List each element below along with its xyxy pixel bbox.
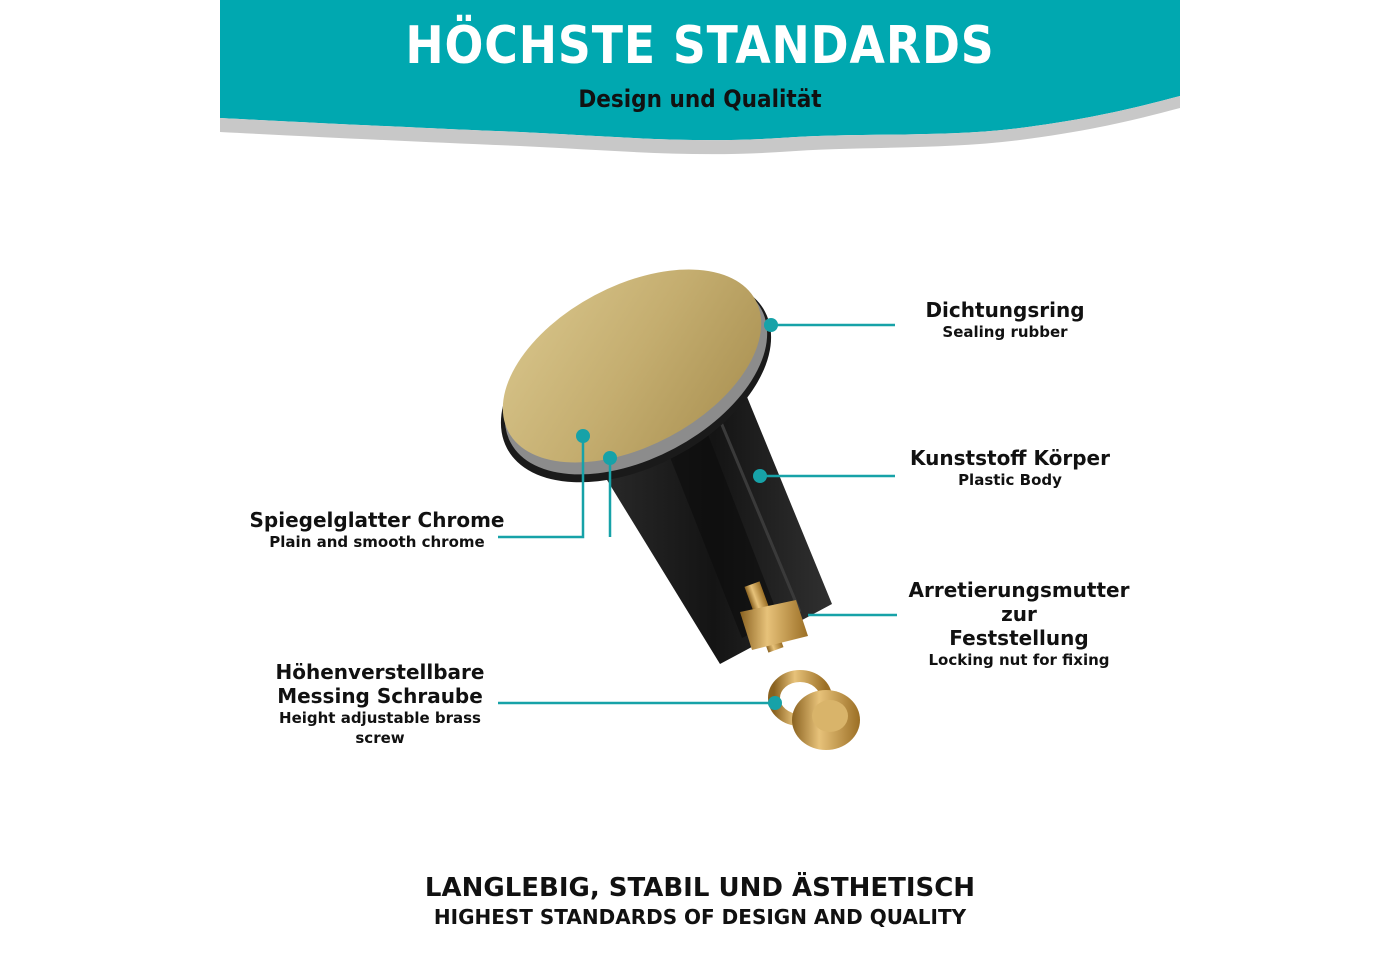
- footer-tagline: [300, 872, 1100, 930]
- callout-sealing-de: Dichtungsring: [925, 298, 1085, 322]
- callout-body-en: Plastic Body: [958, 471, 1062, 489]
- callout-screw-de-line1: Höhenverstellbare: [275, 660, 485, 684]
- callout-smooth-chrome: [246, 508, 508, 552]
- footer-line-2: HIGHEST STANDARDS OF DESIGN AND QUALITY: [433, 905, 967, 929]
- banner-title: HÖCHSTE STANDARDS: [405, 16, 995, 76]
- callout-chrome-de: Spiegelglatter Chrome: [249, 508, 505, 532]
- callout-nut-de-line2: Feststellung: [949, 626, 1089, 650]
- callout-body-de: Kunststoff Körper: [910, 446, 1110, 470]
- callout-chrome-en: Plain and smooth chrome: [269, 533, 485, 551]
- banner-subtitle: Design und Qualität: [578, 85, 822, 113]
- callout-plastic-body: [900, 446, 1120, 490]
- callout-sealing-en: Sealing rubber: [942, 323, 1068, 341]
- callout-screw-de-line2: Messing Schraube: [277, 684, 483, 708]
- callout-screw-en: Height adjustable brass screw: [279, 709, 481, 747]
- callout-nut-de-line1: Arretierungsmutter zur: [908, 578, 1130, 626]
- footer-line-1: LANGLEBIG, STABIL UND ÄSTHETISCH: [424, 873, 976, 903]
- callout-locking-nut: [898, 578, 1140, 670]
- callout-nut-en: Locking nut for fixing: [928, 651, 1110, 669]
- callout-brass-screw: [254, 660, 506, 748]
- callout-sealing-rubber: [905, 298, 1105, 342]
